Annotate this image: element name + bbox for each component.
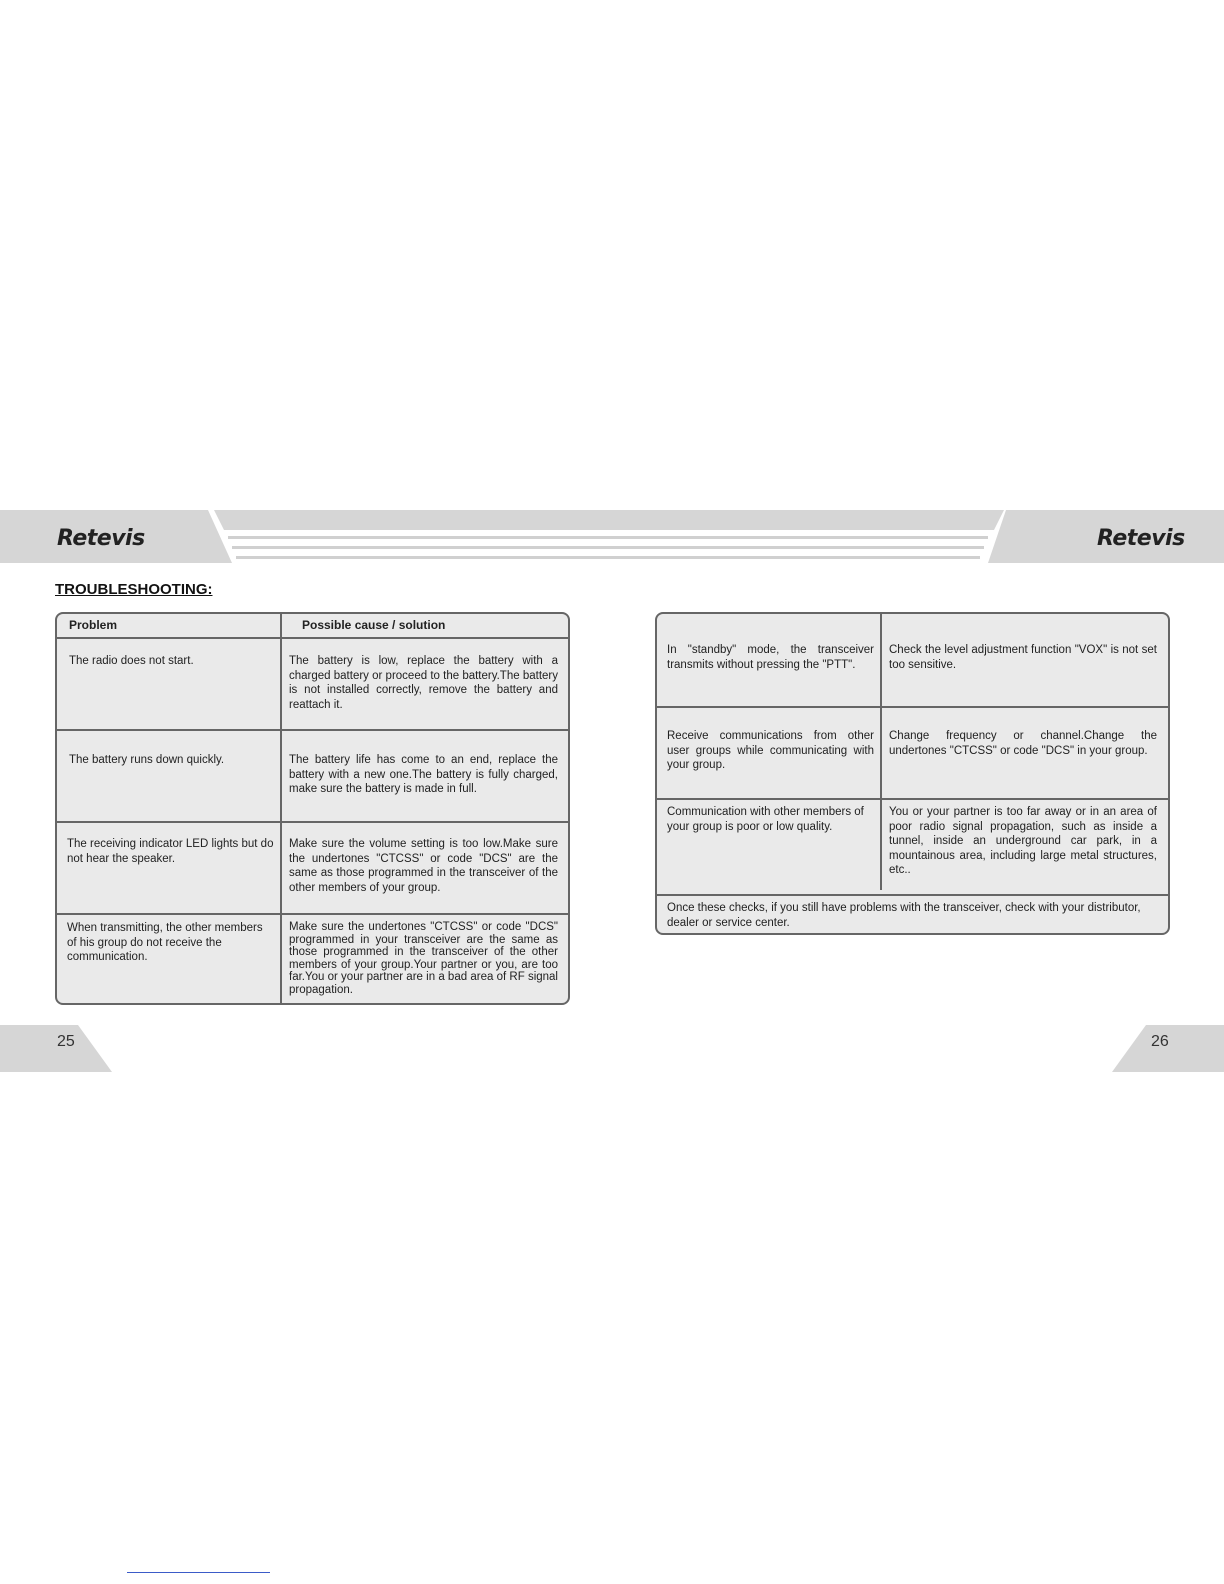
column-header-solution: Possible cause / solution — [302, 618, 446, 632]
problem-cell: The battery runs down quickly. — [69, 754, 225, 766]
troubleshooting-table-right — [655, 612, 1170, 935]
table-row — [57, 821, 568, 913]
solution-cell: Change frequency or channel.Change the undertones "CTCSS" or code "DCS" in your group. — [889, 730, 1157, 757]
footer-note: Once these checks, if you still have problems with the transceiver, check with your distributor, dealer or service center. — [667, 902, 1141, 929]
problem-cell: In "standby" mode, the transceiver transmits without pressing the "PTT". — [667, 644, 874, 671]
page-number-left: 25 — [57, 1033, 75, 1050]
solution-cell: The battery life has come to an end, replace the battery with a new one.The battery is fully charged, make sure the battery is made in full. — [289, 754, 558, 795]
table-footer-row — [657, 894, 1168, 935]
problem-cell: The receiving indicator LED lights but do not hear the speaker. — [67, 838, 274, 865]
brand-logo-right: Retevis — [1097, 526, 1185, 551]
problem-cell: Communication with other members of your group is poor or low quality. — [667, 806, 864, 833]
table-row — [57, 729, 568, 821]
divider-line — [127, 1572, 270, 1573]
table-row — [57, 913, 568, 1005]
solution-cell: Check the level adjustment function "VOX" is not set too sensitive. — [889, 644, 1157, 671]
solution-cell: Make sure the undertones "CTCSS" or code "DCS" programmed in your transceiver are the same as those programmed in the transceiver of the other members of your group.Your partner or you, are too far.You or your partner are in a bad area of RF signal propagation. — [289, 921, 558, 996]
table-header-row — [57, 614, 568, 637]
troubleshooting-table-left — [55, 612, 570, 1005]
table-row — [657, 706, 1168, 798]
solution-cell: Make sure the volume setting is too low.Make sure the undertones "CTCSS" or code "DCS" are the same as those programmed in the transceiver of the other members of your group. — [289, 838, 558, 894]
page-tab-left — [0, 1025, 112, 1072]
solution-cell: You or your partner is too far away or in an area of poor radio signal propagation, such as inside a tunnel, inside an underground car park, in a mountainous area, including large metal structures, etc.. — [889, 806, 1157, 876]
problem-cell: The radio does not start. — [69, 655, 194, 667]
header-banner — [0, 510, 1224, 565]
solution-cell: The battery is low, replace the battery with a charged battery or proceed to the battery.The battery is not installed correctly, remove the battery and reattach it. — [289, 655, 558, 711]
page-title: TROUBLESHOOTING: — [55, 581, 213, 598]
brand-logo-left: Retevis — [57, 526, 145, 551]
problem-cell: Receive communications from other user groups while communicating with your group. — [667, 730, 874, 771]
table-row — [657, 798, 1168, 894]
column-header-problem: Problem — [69, 618, 118, 632]
problem-cell: When transmitting, the other members of his group do not receive the communication. — [67, 922, 263, 963]
page-number-right: 26 — [1151, 1033, 1169, 1050]
table-row — [657, 614, 1168, 706]
table-row — [57, 637, 568, 729]
